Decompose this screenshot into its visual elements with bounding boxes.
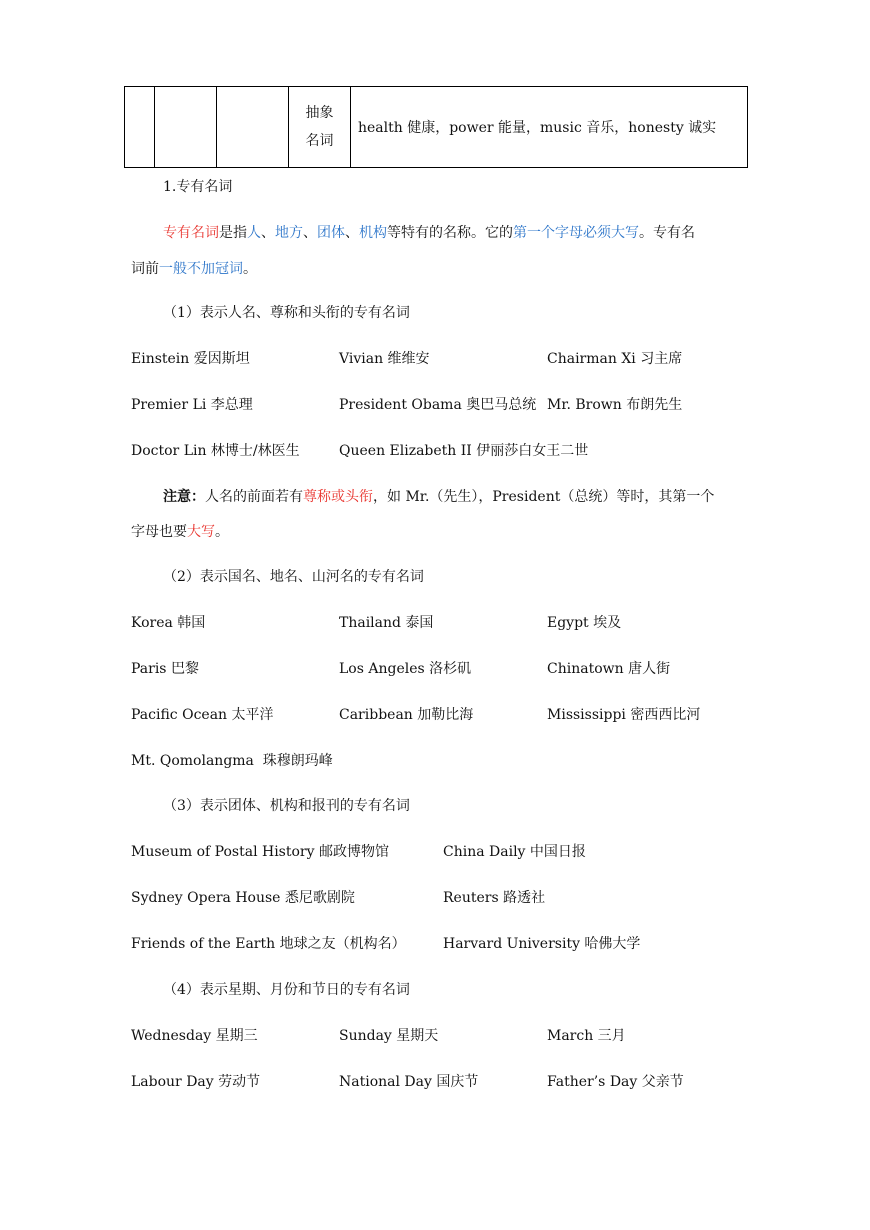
noun-category-table [124,86,748,168]
sub3-heading: （3）表示团体、机构和报刊的专有名词 [163,798,410,814]
text: 。 [243,261,257,277]
sub2-heading: （2）表示国名、地名、山河名的专有名词 [163,569,424,585]
intro-paragraph-line1 [163,222,695,242]
text: 、 [345,225,359,241]
list-item: Paris 巴黎 [131,661,199,677]
table-cell-category [289,87,351,168]
list-item: Doctor Lin 林博士/林医生 [131,443,300,459]
list-item: Wednesday 星期三 [131,1028,258,1044]
text: 字母也要 [131,524,187,540]
keyword-title-honorific: 尊称或头衔 [303,489,373,505]
table-cell-examples: health 健康，power 能量，music 音乐，honesty 诚实 [351,87,748,168]
table-cell [155,87,217,168]
list-item: Caribbean 加勒比海 [339,707,474,723]
list-item: Mt. Qomolangma 珠穆朗玛峰 [131,753,333,769]
list-item: China Daily 中国日报 [443,844,586,860]
note-label: 注意： [163,489,205,505]
list-item: Thailand 泰国 [339,615,434,631]
list-item: National Day 国庆节 [339,1074,479,1090]
list-item: President Obama 奥巴马总统 [339,397,537,413]
keyword-institution: 机构 [359,225,387,241]
keyword-capitalize: 大写 [187,524,215,540]
list-item: Mr. Brown 布朗先生 [547,397,683,413]
list-item: Harvard University 哈佛大学 [443,936,641,952]
keyword-no-article: 一般不加冠词 [159,261,243,277]
note-line1 [163,486,714,506]
list-item: Queen Elizabeth II 伊丽莎白女王二世 [339,443,589,459]
list-item: Vivian 维维安 [339,351,430,367]
text: 、 [303,225,317,241]
text: 、 [261,225,275,241]
sub1-heading: （1）表示人名、尊称和头衔的专有名词 [163,305,410,321]
list-item: Korea 韩国 [131,615,206,631]
list-item: Sydney Opera House 悉尼歌剧院 [131,890,355,906]
keyword-place: 地方 [275,225,303,241]
text: 。 [215,524,229,540]
keyword-group: 团体 [317,225,345,241]
table-cell [217,87,289,168]
text: 词前 [131,261,159,277]
text: ，如 Mr.（先生），President（总统）等时，其第一个 [373,489,715,505]
text: 。专有名 [639,225,695,241]
category-label: 抽象名词 [305,105,334,149]
table-cell [125,87,155,168]
term-proper-noun: 专有名词 [163,225,219,241]
list-item: Premier Li 李总理 [131,397,253,413]
section-title: 1.专有名词 [163,179,233,195]
intro-paragraph-line2 [131,258,257,278]
list-item: March 三月 [547,1028,626,1044]
keyword-capital-first-letter: 第一个字母必须大写 [513,225,639,241]
text: 等特有的名称。它的 [387,225,513,241]
list-item: Friends of the Earth 地球之友（机构名） [131,936,406,952]
list-item: Museum of Postal History 邮政博物馆 [131,844,389,860]
text: 是指 [219,225,247,241]
list-item: Chairman Xi 习主席 [547,351,683,367]
note-line2 [131,521,229,541]
list-item: Labour Day 劳动节 [131,1074,261,1090]
list-item: Chinatown 唐人街 [547,661,671,677]
sub4-heading: （4）表示星期、月份和节日的专有名词 [163,982,410,998]
list-item: Father’s Day 父亲节 [547,1074,684,1090]
list-item: Mississippi 密西西比河 [547,707,701,723]
keyword-person: 人 [247,225,261,241]
list-item: Einstein 爱因斯坦 [131,351,250,367]
list-item: Reuters 路透社 [443,890,546,906]
list-item: Pacific Ocean 太平洋 [131,707,274,723]
list-item: Los Angeles 洛杉矶 [339,661,472,677]
list-item: Egypt 埃及 [547,615,622,631]
text: 人名的前面若有 [205,489,303,505]
list-item: Sunday 星期天 [339,1028,439,1044]
